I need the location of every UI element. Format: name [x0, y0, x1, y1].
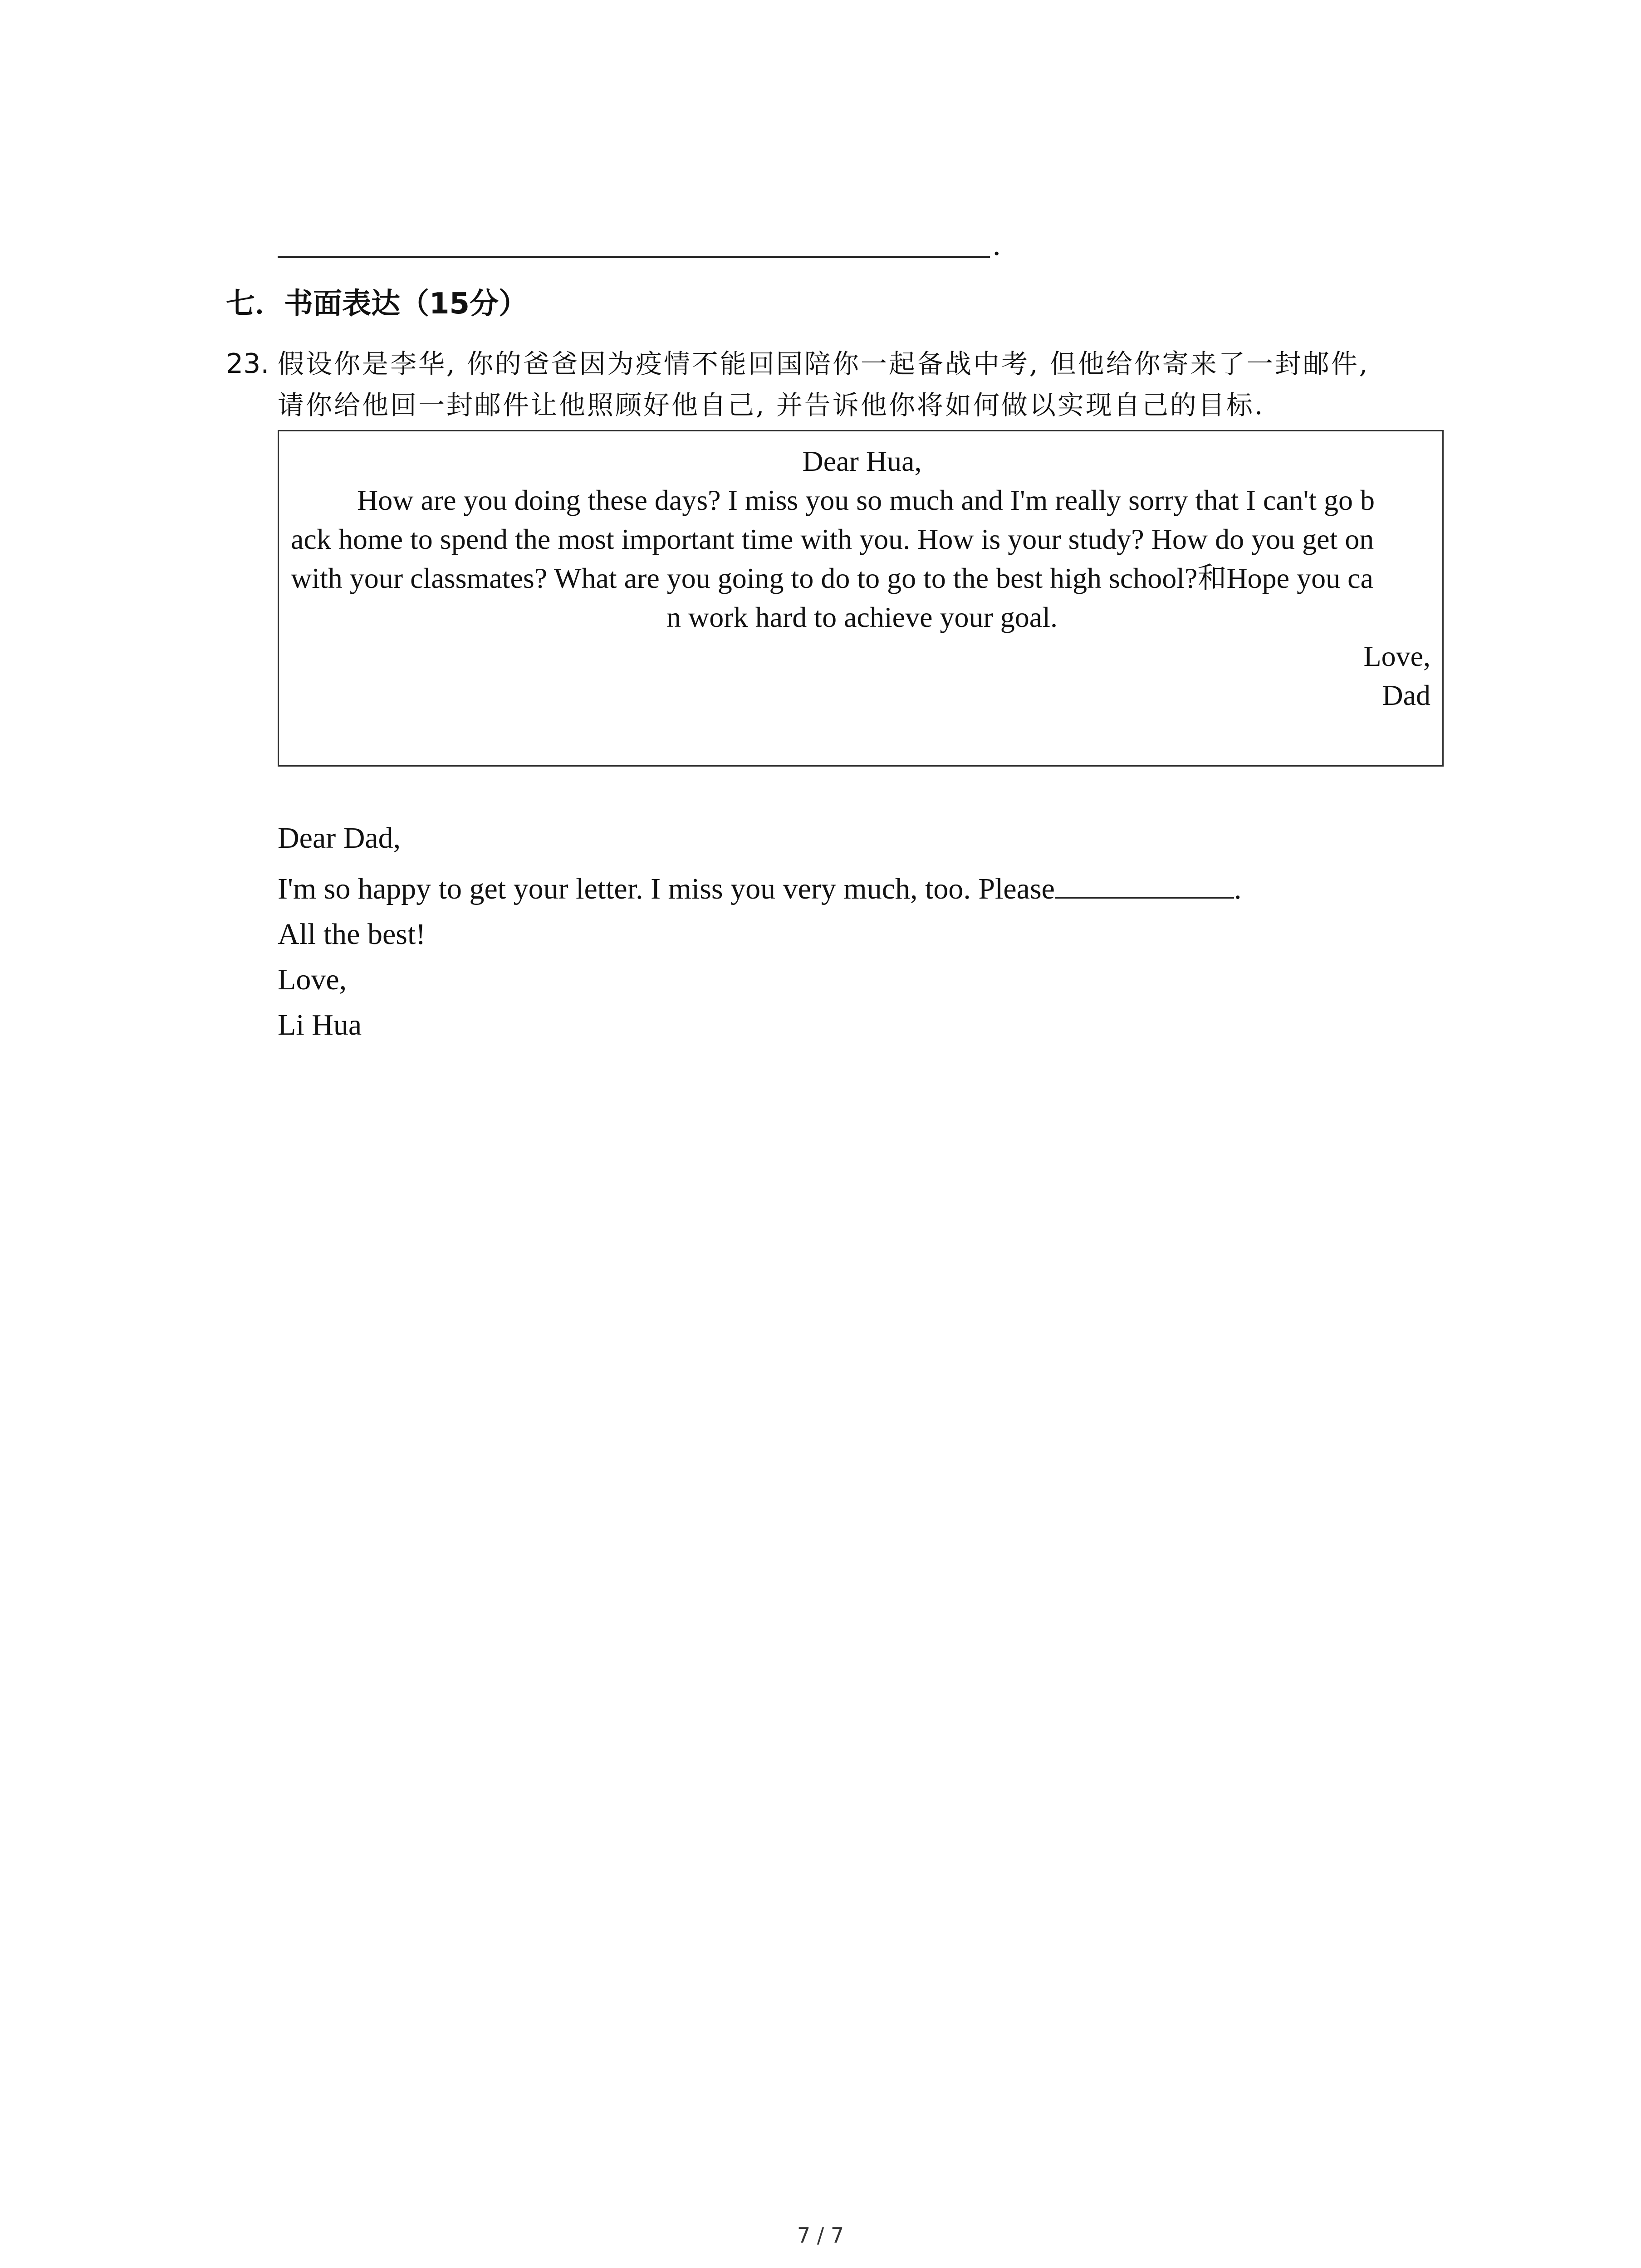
dad-letter-body-line-4: n work hard to achieve your goal. — [666, 601, 1058, 633]
dad-letter-greeting: Dear Hua, — [802, 445, 922, 477]
question-prompt-line-1: 假设你是李华, 你的爸爸因为疫情不能回国陪你一起备战中考, 但他给你寄来了一封邮件, — [278, 348, 1370, 379]
question-number: 23. — [226, 348, 269, 380]
reply-closing: Love, — [278, 963, 347, 996]
dad-letter-body-line-1: How are you doing these days? I miss you so much and I'm really sorry that I can't go b — [357, 484, 1375, 516]
section-heading: 七．书面表达（15分） — [226, 287, 528, 321]
reply-greeting: Dear Dad, — [278, 821, 401, 855]
reply-line-1 — [278, 867, 1241, 911]
question-prompt-line-2: 请你给他回一封邮件让他照顾好他自己, 并告诉他你将如何做以实现自己的目标. — [278, 390, 1265, 420]
reply-line-2: All the best! — [278, 918, 426, 951]
reply-signature: Li Hua — [278, 1008, 362, 1041]
reply-answer-blank[interactable] — [1055, 869, 1234, 899]
reply-line-1-text: I'm so happy to get your letter. I miss you very much, too. Please — [278, 872, 1055, 905]
previous-answer-blank-line — [278, 256, 990, 258]
dad-letter-signature: Dad — [1382, 679, 1430, 711]
page-number: 7 / 7 — [797, 2223, 844, 2248]
reply-line-1-end-punct: . — [1234, 872, 1242, 905]
dad-letter-body-line-3: with your classmates? What are you going to do to go to the best high school?和Hope you ca — [291, 562, 1373, 594]
previous-answer-end-punct: . — [993, 227, 1001, 262]
dad-letter-closing: Love, — [1363, 640, 1430, 672]
dad-letter-body-line-2: ack home to spend the most important time with you. How is your study? How do you get on — [291, 523, 1374, 555]
dad-letter-box — [278, 430, 1444, 767]
